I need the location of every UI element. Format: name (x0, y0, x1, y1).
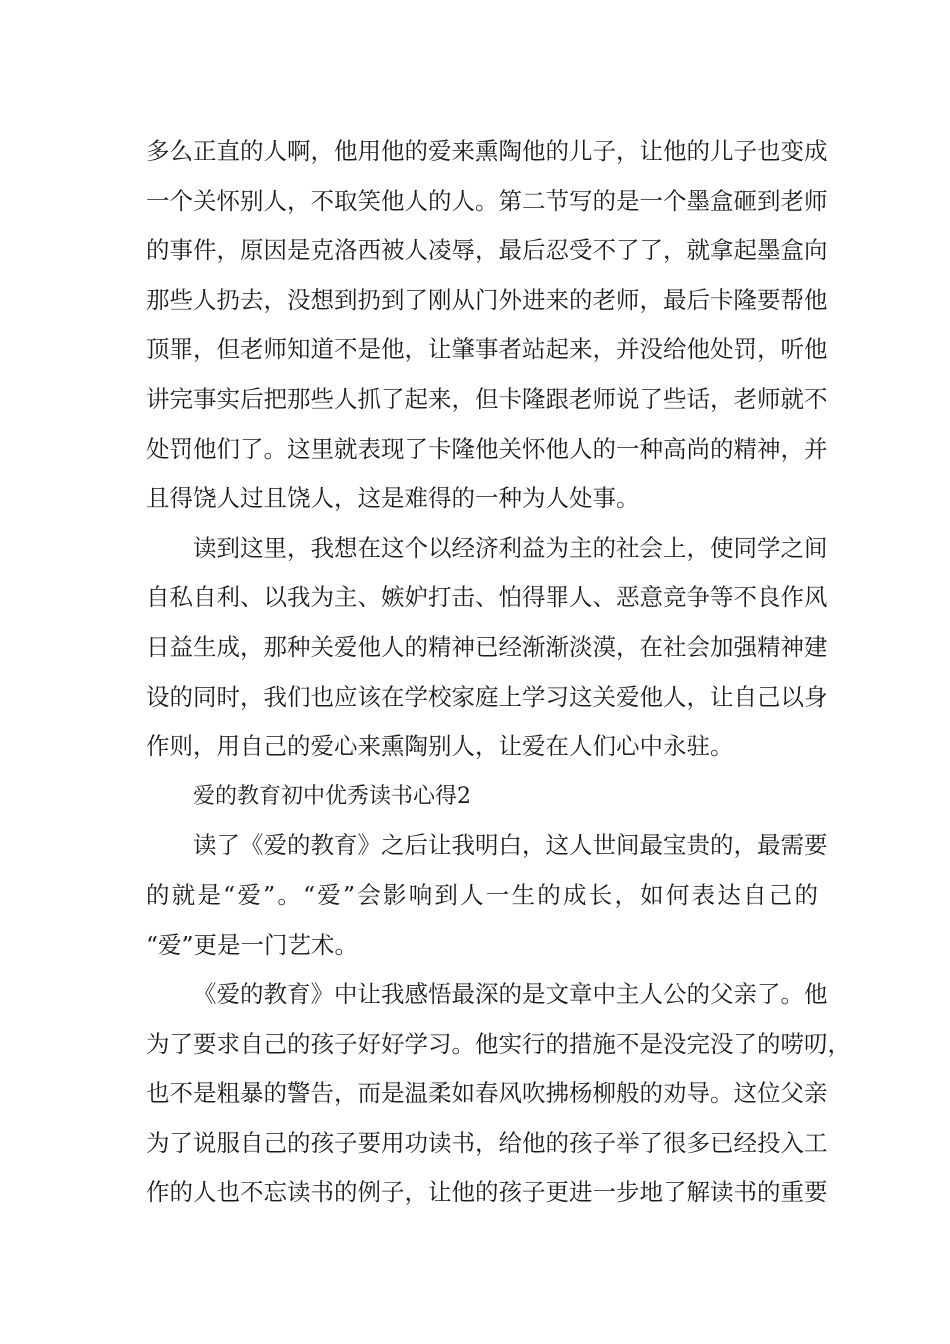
text-line: 读了《爱的教育》之后让我明白，这人世间最宝贵的，最需要 (193, 831, 828, 860)
text-line: 的就是“爱”。“爱”会影响到人一生的成长，如何表达自己的 (146, 880, 818, 909)
text-line: 设的同时，我们也应该在学校家庭上学习这关爱他人，让自己以身 (146, 682, 828, 711)
text-line: 多么正直的人啊，他用他的爱来熏陶他的儿子，让他的儿子也变成 (146, 137, 828, 165)
text-line: 为了说服自己的孩子要用功读书，给他的孩子举了很多已经投入工 (146, 1128, 828, 1157)
text-line: 的事件，原因是克洛西被人凌辱，最后忍受不了了，就拿起墨盒向 (146, 236, 828, 265)
text-line: “爱”更是一门艺术。 (146, 930, 359, 959)
text-line: 也不是粗暴的警告，而是温柔如春风吹拂杨柳般的劝导。这位父亲 (146, 1079, 828, 1108)
text-line: 那些人扔去，没想到扔到了刚从门外进来的老师，最后卡隆要帮他 (146, 285, 828, 314)
text-line: 处罚他们了。这里就表现了卡隆他关怀他人的一种高尚的精神，并 (146, 434, 828, 463)
paragraph (146, 970, 851, 1218)
text-line: 读到这里，我想在这个以经济利益为主的社会上，使同学之间 (193, 533, 828, 562)
text-line: 作的人也不忘读书的例子，让他的孩子更进一步地了解读书的重要 (146, 1178, 828, 1207)
text-line: 为了要求自己的孩子好好学习。他实行的措施不是没完没了的唠叨， (146, 1029, 851, 1058)
text-line: 顶罪，但老师知道不是他，让肇事者站起来，并没给他处罚，听他 (146, 335, 828, 364)
text-line: 作则，用自己的爱心来熏陶别人，让爱在人们心中永驻。 (146, 732, 734, 761)
text-line: 一个关怀别人，不取笑他人的人。第二节写的是一个墨盒砸到老师 (146, 186, 828, 215)
heading-text: 爱的教育初中优秀读书心得2 (193, 783, 471, 809)
section-heading (146, 772, 818, 822)
paragraph (146, 127, 828, 524)
document-body (146, 127, 851, 1218)
text-line: 自私自利、以我为主、嫉妒打击、怕得罪人、恶意竞争等不良作风 (146, 583, 828, 612)
text-line: 讲完事实后把那些人抓了起来，但卡隆跟老师说了些话，老师就不 (146, 384, 828, 413)
text-line: 日益生成，那种关爱他人的精神已经渐渐淡漠，在社会加强精神建 (146, 632, 828, 661)
text-line: 《爱的教育》中让我感悟最深的是文章中主人公的父亲了。他 (193, 980, 828, 1009)
paragraph (146, 821, 828, 970)
paragraph (146, 524, 828, 772)
text-line: 且得饶人过且饶人，这是难得的一种为人处事。 (146, 484, 640, 513)
